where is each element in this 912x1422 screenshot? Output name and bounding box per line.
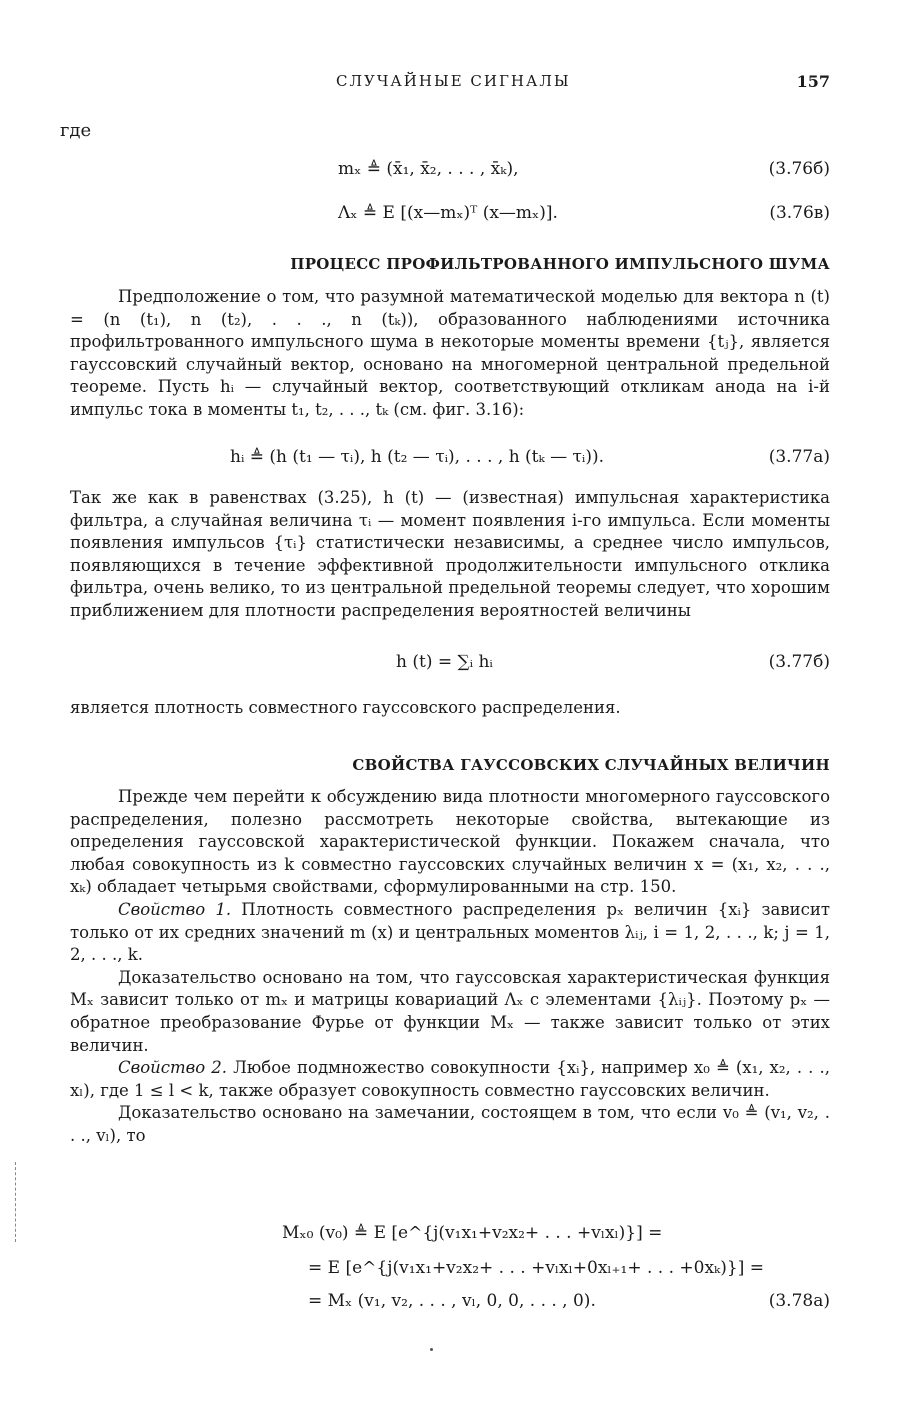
paragraph: Предположение о том, что разумной математической моделью для вектора n (t) = (n (t₁), n (t₂), . . ., n (tₖ)), образованного наблюдениями источника профильтрованного импульсного шума в некоторые моменты времени {tⱼ}, является гауссовский случайный вектор, основано на многомерной центральной предельной теореме. Пусть hᵢ — случайный вектор, соответствующий откликам анода на i-й импульс тока в моменты t₁, t₂, . . ., tₖ (см. фиг. 3.16): xyxy=(70,287,830,419)
text-block-3 xyxy=(70,697,830,720)
equation-expression: Λₓ ≜ E [(x—mₓ)ᵀ (x—mₓ)]. xyxy=(338,203,558,223)
intro-word: где xyxy=(60,120,92,141)
equation-3-76b xyxy=(70,156,830,182)
text-block-2 xyxy=(70,487,830,623)
equation-number: (3.76б) xyxy=(768,159,830,179)
proof-paragraph: Доказательство основано на том, что гауссовская характеристическая функция Mₓ зависит только от mₓ и матрицы ковариаций Λₓ с элементами {λᵢⱼ}. Поэтому pₓ — обратное преобразование Фурье от функции Mₓ — также зависит только от этих величин. xyxy=(70,967,830,1055)
equation-3-78a-line-3 xyxy=(70,1288,830,1314)
equation-expression: hᵢ ≜ (h (t₁ — τᵢ), h (t₂ — τᵢ), . . . , h (tₖ — τᵢ)). xyxy=(230,447,605,467)
equation-number: (3.77б) xyxy=(768,652,830,672)
text-block-4 xyxy=(70,786,830,1148)
paragraph: Так же как в равенствах (3.25), h (t) — (известная) импульсная характеристика фильтра, а случайная величина τᵢ — момент появления i-го импульса. Если моменты появления импульсов {τᵢ} статистически независимы, а среднее число импульсов, появляющихся в течение эффективной продолжительности импульсного отклика фильтра, очень велико, то из центральной предельной теоремы следует, что хорошим приближением для плотности распределения вероятностей величины xyxy=(70,488,830,620)
property-label: Свойство 1. xyxy=(118,899,232,919)
equation-number: (3.77а) xyxy=(768,447,830,467)
equation-expression: h (t) = ∑ᵢ hᵢ xyxy=(396,652,493,672)
equation-3-76v xyxy=(70,200,830,226)
proof-paragraph: Доказательство основано на замечании, состоящем в том, что если v₀ ≜ (v₁, v₂, . . ., vₗ), то xyxy=(70,1103,830,1145)
equation-expression: mₓ ≜ (x̄₁, x̄₂, . . . , x̄ₖ), xyxy=(338,159,519,179)
property-2-paragraph xyxy=(70,1057,830,1102)
section-heading-gaussian-properties: СВОЙСТВА ГАУССОВСКИХ СЛУЧАЙНЫХ ВЕЛИЧИН xyxy=(352,756,830,774)
equation-3-78a-line-2 xyxy=(70,1255,830,1281)
equation-number: (3.78а) xyxy=(768,1291,830,1311)
equation-3-78a-line-1 xyxy=(70,1220,830,1246)
equation-3-77a xyxy=(70,444,830,470)
property-label: Свойство 2. xyxy=(118,1058,228,1078)
scan-margin-line xyxy=(15,1162,16,1242)
property-text: Плотность совместного распределения pₓ величин {xᵢ} зависит только от их средних значений m (x) и центральных моментов λᵢⱼ, i = 1, 2, . . ., k; j = 1, 2, . . ., k. xyxy=(70,899,831,965)
page-header xyxy=(60,72,830,96)
property-text: Любое подмножество совокупности {xᵢ}, например x₀ ≜ (x₁, x₂, . . ., xₗ), где 1 ≤ l < k, также образует совокупность совместно гауссовских величин. xyxy=(70,1058,830,1100)
equation-expression: Mₓ₀ (v₀) ≜ E [e^{j(v₁x₁+v₂x₂+ . . . +vₗxₗ)}] = xyxy=(282,1223,663,1243)
text-block-1 xyxy=(70,286,830,422)
running-title: СЛУЧАЙНЫЕ СИГНАЛЫ xyxy=(336,72,571,90)
property-1-paragraph xyxy=(70,899,830,967)
page-number: 157 xyxy=(796,72,830,91)
equation-expression: = Mₓ (v₁, v₂, . . . , vₗ, 0, 0, . . . , 0). xyxy=(308,1291,596,1311)
paragraph: является плотность совместного гауссовского распределения. xyxy=(70,698,621,717)
paragraph: Прежде чем перейти к обсуждению вида плотности многомерного гауссовского распределения, полезно рассмотреть некоторые свойства, вытекающие из определения гауссовской характеристической функции. Покажем сначала, что любая совокупность из k совместно гауссовских случайных величин x = (x₁, x₂, . . ., xₖ) обладает четырьмя свойствами, сформулированными на стр. 150. xyxy=(70,787,830,897)
scan-speck xyxy=(430,1348,433,1351)
equation-number: (3.76в) xyxy=(769,203,830,223)
equation-expression: = E [e^{j(v₁x₁+v₂x₂+ . . . +vₗxₗ+0xₗ₊₁+ . . . +0xₖ)}] = xyxy=(308,1258,764,1278)
equation-3-77b xyxy=(70,649,830,675)
section-heading-filtered-shot-noise: ПРОЦЕСС ПРОФИЛЬТРОВАННОГО ИМПУЛЬСНОГО ШУМА xyxy=(290,255,830,273)
